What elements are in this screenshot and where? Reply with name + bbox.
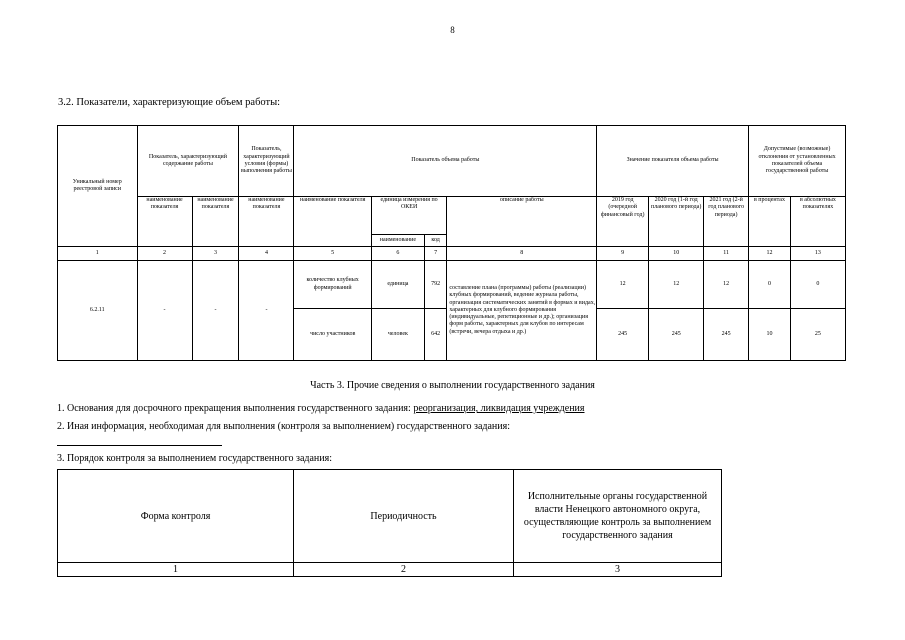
cell-condition: -: [239, 261, 294, 361]
value-2021: 245: [704, 309, 749, 361]
column-number: 12: [749, 247, 791, 261]
header-unit-code: код: [424, 235, 446, 247]
control-procedure-title: 3. Порядок контроля за выполнением государственного задания:: [57, 453, 332, 464]
unit-code: 642: [424, 309, 446, 361]
column-number-row: [58, 247, 846, 261]
header-name-col3: наименование показателя: [192, 197, 239, 247]
header-name-col2: наименование показателя: [137, 197, 192, 247]
unit-name: единица: [371, 261, 424, 309]
indicator-name: число участников: [294, 309, 371, 361]
header-condition-indicator: Показатель, характеризующий условия (формы) выполнения работы: [239, 126, 294, 197]
record-id: 6.2.11: [58, 261, 138, 361]
table-row: [58, 261, 846, 309]
value-2020: 12: [649, 261, 704, 309]
header-unique-number: Уникальный номер реестровой записи: [58, 126, 138, 247]
early-termination-grounds: [57, 403, 585, 414]
column-number: 6: [371, 247, 424, 261]
indicator-name: количество клубных формирований: [294, 261, 371, 309]
header-volume-values: Значение показателя объема работы: [597, 126, 749, 197]
header-content-indicator: Показатель, характеризующий содержание работы: [137, 126, 239, 197]
volume-indicators-table: [57, 125, 846, 361]
column-number: 3: [514, 563, 722, 577]
header-percent: в процентах: [749, 197, 791, 247]
header-year-2021: 2021 год (2-й год планового периода): [704, 197, 749, 247]
value-2019: 245: [597, 309, 649, 361]
header-control-organs: Исполнительные органы государственной власти Ненецкого автономного округа, осуществляющие контроль за выполнением государственного задания: [514, 470, 722, 563]
deviation-absolute: 0: [790, 261, 845, 309]
work-description: составление плана (программы) работы (реализации) клубных формирований, ведение журнала работы, организация систематических занятий в формах и видах, характерных для клубного формирования (индивидуальные, репетиционные и др.); организация форм работы, характерных для клубов по интересам (встречи, вечера отдыха и др.): [447, 261, 597, 361]
column-number: 11: [704, 247, 749, 261]
column-number: 3: [192, 247, 239, 261]
column-number: 1: [58, 247, 138, 261]
column-number: 13: [790, 247, 845, 261]
column-number: 2: [137, 247, 192, 261]
unit-code: 792: [424, 261, 446, 309]
column-number: 4: [239, 247, 294, 261]
column-number: 9: [597, 247, 649, 261]
divider: [57, 445, 222, 446]
header-absolute: в абсолютных показателях: [790, 197, 845, 247]
header-periodicity: Периодичность: [294, 470, 514, 563]
deviation-percent: 10: [749, 309, 791, 361]
value-2019: 12: [597, 261, 649, 309]
part3-title: Часть 3. Прочие сведения о выполнении государственного задания: [310, 380, 595, 391]
header-volume-indicator: Показатель объема работы: [294, 126, 597, 197]
header-deviations: Допустимые (возможные) отклонения от установленных показателей объема государственной работы: [749, 126, 846, 197]
early-termination-label: 1. Основания для досрочного прекращения выполнения государственного задания:: [57, 403, 414, 414]
unit-name: человек: [371, 309, 424, 361]
header-name-col4: наименование показателя: [239, 197, 294, 247]
table-row: [58, 563, 722, 577]
column-number: 7: [424, 247, 446, 261]
header-name-col5: наименование показателя: [294, 197, 371, 247]
header-work-description: описание работы: [447, 197, 597, 247]
header-year-2019: 2019 год (очередной финансовый год): [597, 197, 649, 247]
value-2021: 12: [704, 261, 749, 309]
deviation-percent: 0: [749, 261, 791, 309]
page-number: 8: [450, 25, 455, 35]
column-number: 1: [58, 563, 294, 577]
deviation-absolute: 25: [790, 309, 845, 361]
column-number: 2: [294, 563, 514, 577]
early-termination-value: реорганизация, ликвидация учреждения: [413, 403, 585, 414]
cell-content-1: -: [137, 261, 192, 361]
column-number: 5: [294, 247, 371, 261]
header-control-form: Форма контроля: [58, 470, 294, 563]
cell-content-2: -: [192, 261, 239, 361]
column-number: 10: [649, 247, 704, 261]
control-procedure-table: [57, 469, 722, 577]
header-unit-okei: единица измерения по ОКЕИ: [371, 197, 446, 235]
other-information: 2. Иная информация, необходимая для выполнения (контроля за выполнением) государственного задания:: [57, 421, 511, 432]
header-unit-name: наименование: [371, 235, 424, 247]
header-year-2020: 2020 год (1-й год планового периода): [649, 197, 704, 247]
value-2020: 245: [649, 309, 704, 361]
column-number: 8: [447, 247, 597, 261]
section-title: 3.2. Показатели, характеризующие объем работы:: [58, 97, 281, 108]
